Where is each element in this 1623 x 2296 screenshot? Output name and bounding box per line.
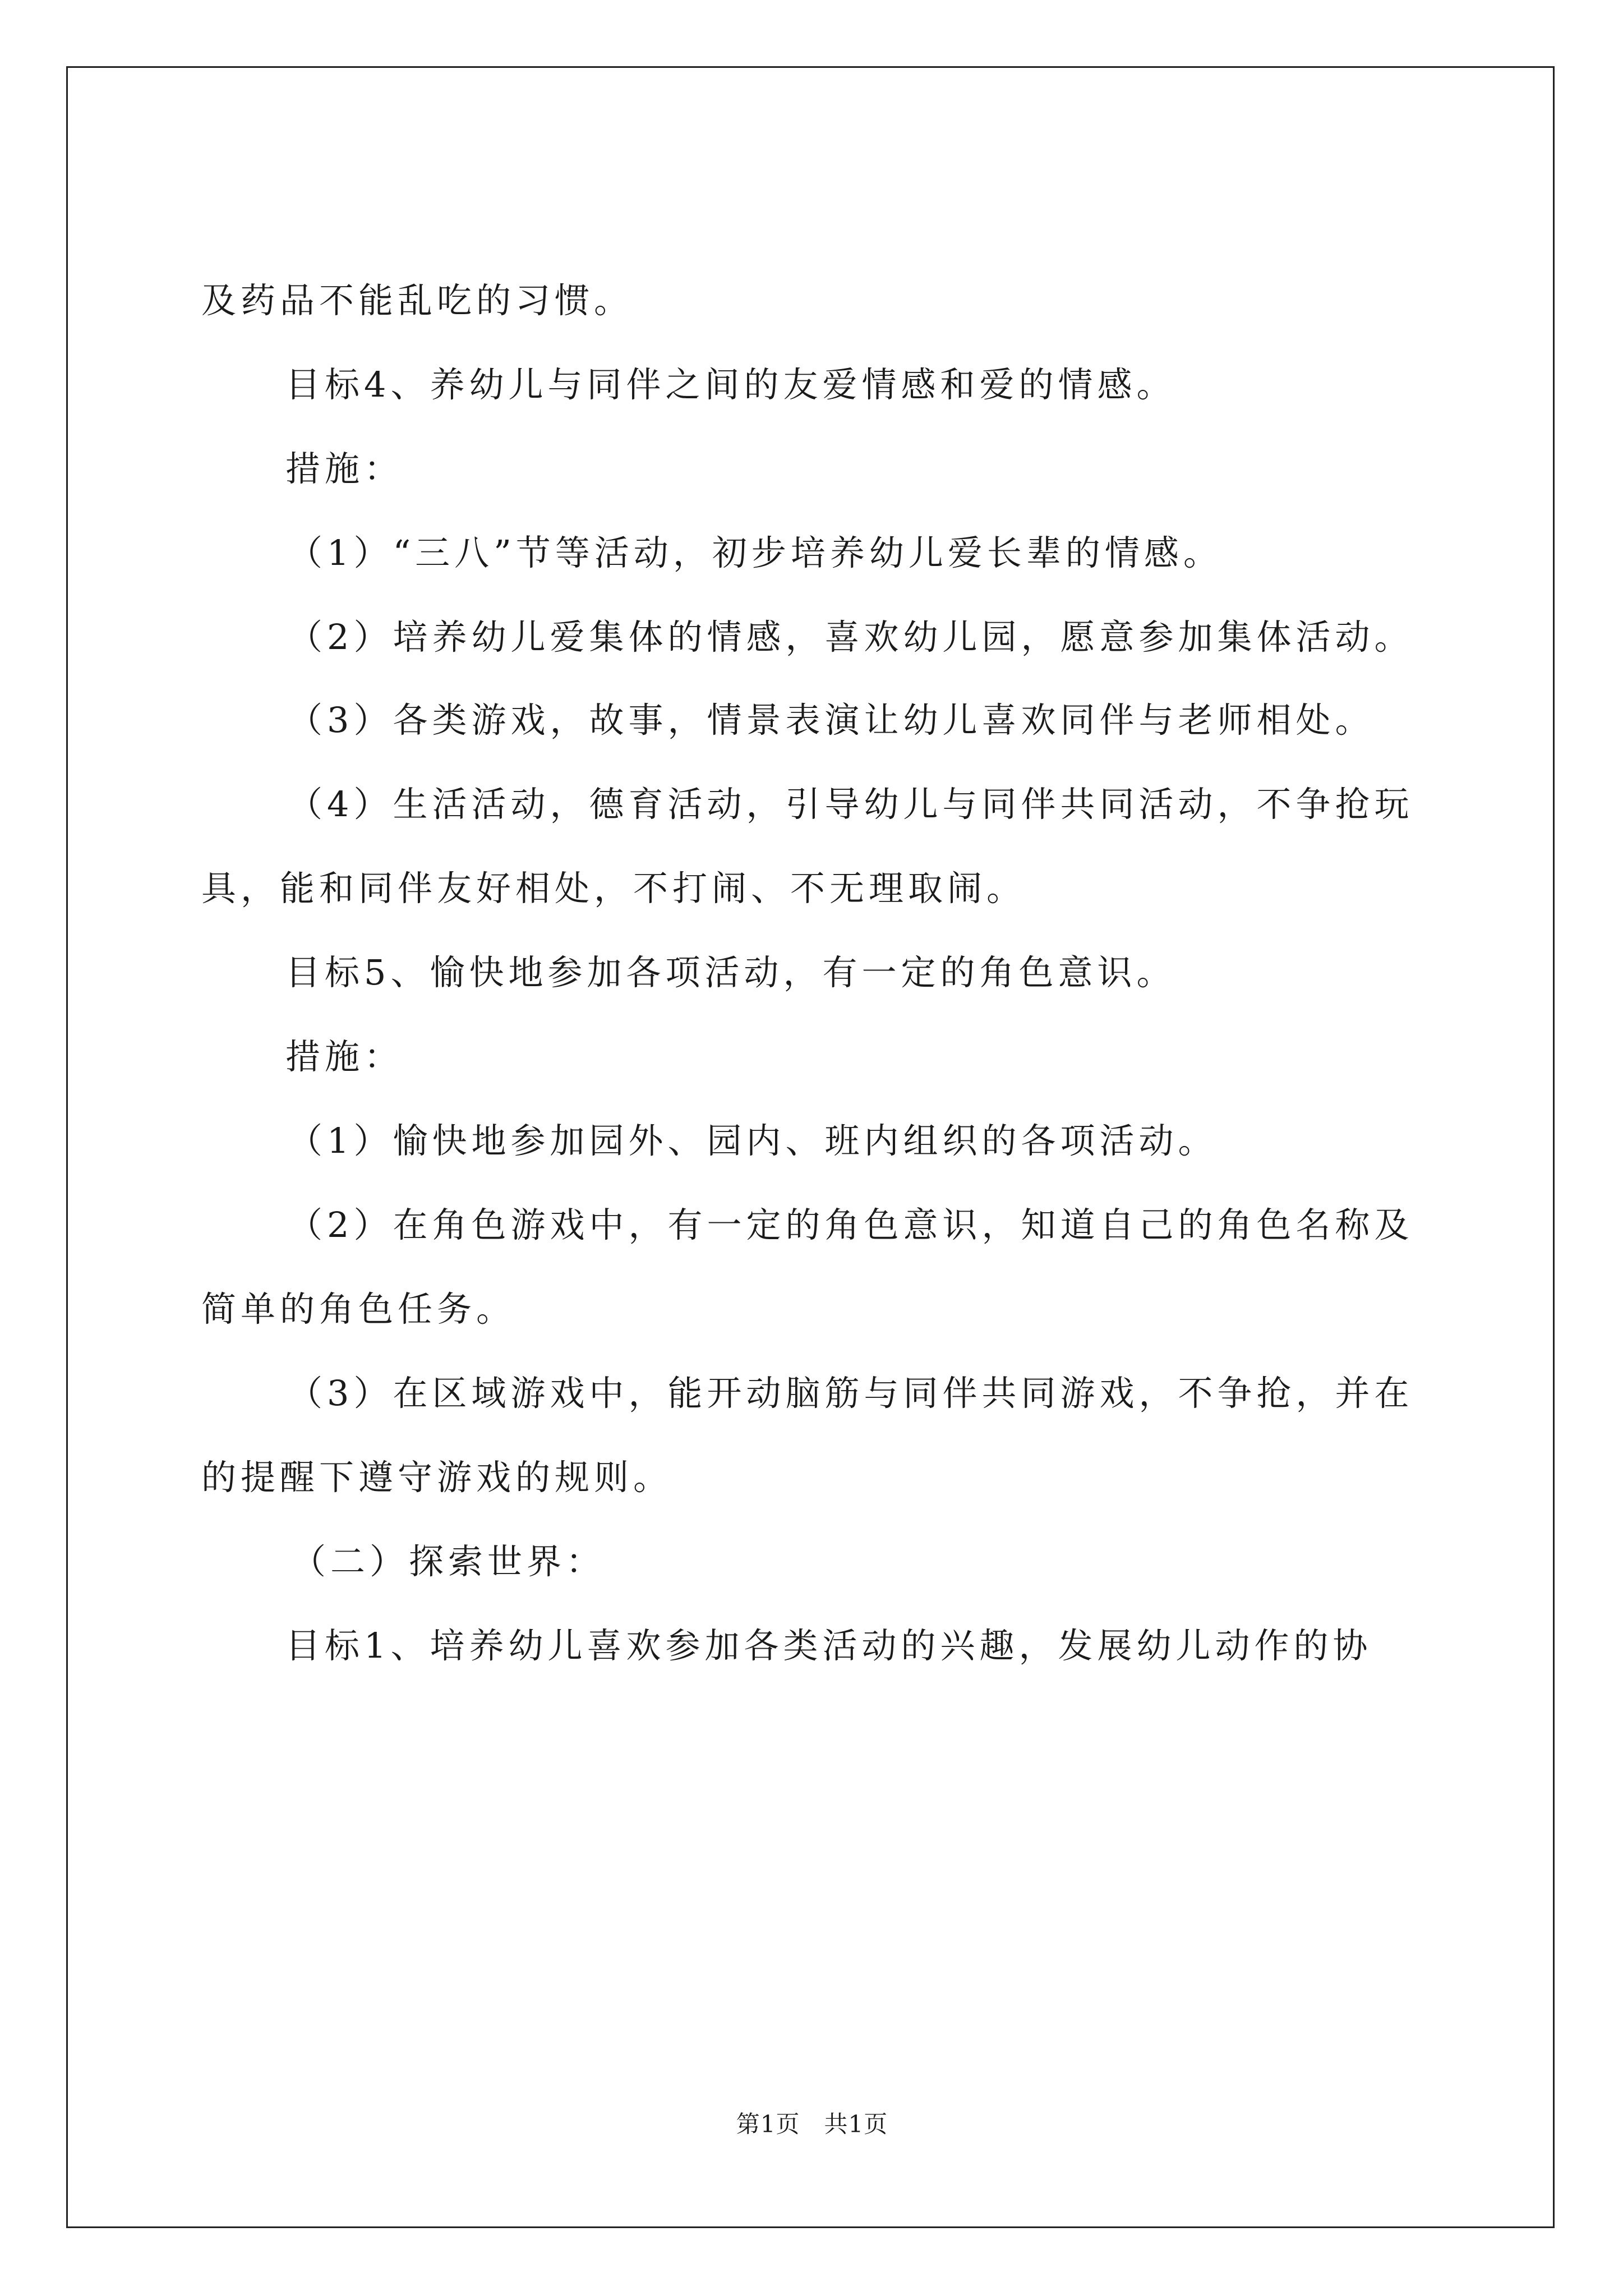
text-line: （二）探索世界： [291,1541,606,1582]
text-line: （2）培养幼儿爱集体的情感，喜欢幼儿园，愿意参加集体活动。 [288,616,1414,657]
text-line: 目标5、愉快地参加各项活动，有一定的角色意识。 [285,952,1176,993]
text-line: 及药品不能乱吃的习惯。 [201,280,634,321]
text-line: （3）各类游戏，故事，情景表演让幼儿喜欢同伴与老师相处。 [288,700,1375,740]
text-line: 的提醒下遵守游戏的规则。 [201,1457,673,1498]
text-line: （1）“三八”节等活动，初步培养幼儿爱长辈的情感。 [288,532,1223,573]
text-line: （1）愉快地参加园外、园内、班内组织的各项活动。 [288,1120,1218,1161]
text-line: 措施： [285,448,404,489]
page-number: 第1页 共1页 [736,2110,888,2138]
text-line: （2）在角色游戏中，有一定的角色意识，知道自己的角色名称及 [288,1204,1414,1245]
text-line: 目标1、培养幼儿喜欢参加各类活动的兴趣，发展幼儿动作的协 [285,1625,1372,1666]
text-line: 目标4、养幼儿与同伴之间的友爱情感和爱的情感。 [285,364,1176,405]
text-line: 具，能和同伴友好相处，不打闹、不无理取闹。 [201,868,1026,909]
text-line: 措施： [285,1036,404,1077]
page-frame [66,66,1555,2228]
text-line: （4）生活活动，德育活动，引导幼儿与同伴共同活动，不争抢玩 [288,784,1414,825]
text-line: （3）在区域游戏中，能开动脑筋与同伴共同游戏，不争抢，并在 [288,1373,1414,1414]
text-line: 简单的角色任务。 [201,1289,516,1329]
